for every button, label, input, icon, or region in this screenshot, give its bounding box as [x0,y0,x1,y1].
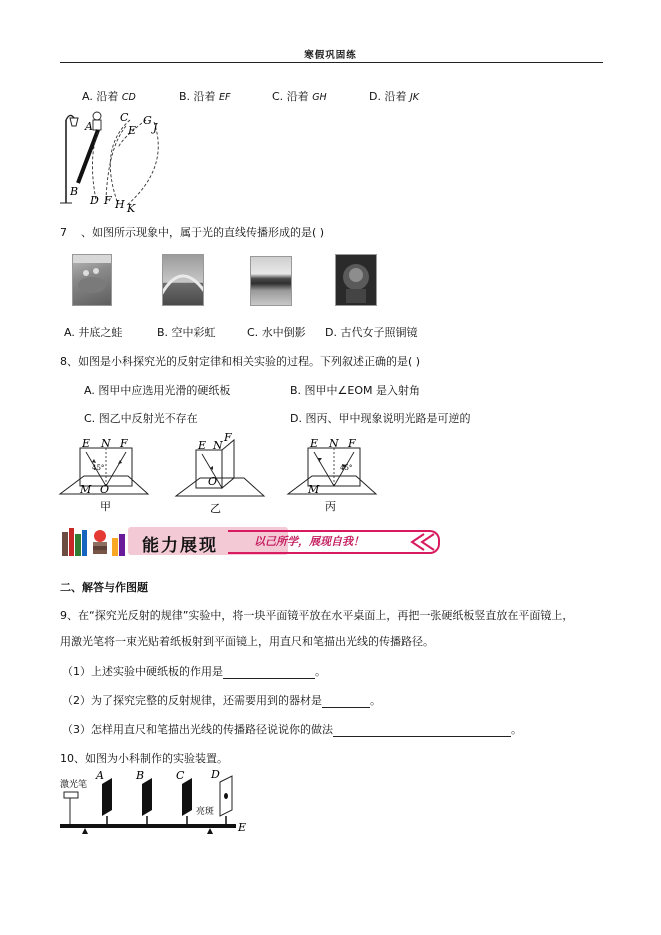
light-spot [224,793,228,799]
jia-label-f: F [120,437,128,450]
q9-sub3-blank[interactable] [333,724,511,737]
q7-option-d: D. 古代女子照铜镜 [325,326,418,339]
jia-label-angle: 45° [92,464,105,472]
q8-option-b: B. 图甲中∠EOM 是入射角 [290,384,421,397]
label-h: H [115,198,125,211]
bing-label-e: E [310,437,319,450]
label-d: D [90,194,99,207]
q6-figure [58,108,170,214]
card-b [142,778,152,816]
q6-option-b: B. 沿着 EF [179,90,231,103]
q9-sub1: （1）上述实验中硬纸板的作用是 。 [62,665,326,678]
q6-option-c: C. 沿着 GH [272,90,327,103]
q10-stem: 10、如图为小科制作的实验装置。 [60,752,228,765]
label-b: B [70,185,79,198]
path-ef [106,126,126,200]
lamp-head [70,118,78,126]
card-b-label: B [136,770,145,782]
q8-option-a: A. 图甲中应选用光滑的硬纸板 [84,384,231,397]
q6-option-d: D. 沿着 JK [369,90,420,103]
label-j: J [153,121,158,134]
yi-caption: 乙 [210,502,221,515]
label-f: F [104,194,112,207]
banner-slogan: 以己所学，展现自我！ [254,535,364,548]
card-c [182,778,192,816]
q7-image-frog-in-well [72,254,112,306]
q7-image-bronze-mirror [335,254,377,306]
q9-sub2-blank[interactable] [322,695,370,708]
q9-sub1-blank[interactable] [223,666,315,679]
q8-figure-yi [172,432,272,516]
card-c-label: C [176,770,185,782]
q8-figure-bing [284,436,384,516]
header-divider [60,62,603,63]
person-body [93,120,101,130]
person-head [93,112,101,120]
rail-support-left [82,828,88,834]
bing-label-n: N [329,437,339,450]
laser-pen [64,792,78,798]
q7-option-b: B. 空中彩虹 [157,326,216,339]
rail-support-right [207,828,213,834]
card-a [102,778,112,816]
card-a-label: A [96,770,104,782]
shadow-ab [78,130,98,183]
yi-label-e: E [198,439,207,452]
bing-label-m: M [308,483,320,496]
page-header-title: 寒假巩固练 [304,50,357,61]
jia-label-n: N [101,437,111,450]
jia-caption: 甲 [100,500,111,513]
q7-option-c: C. 水中倒影 [247,326,306,339]
section-2-title: 二、解答与作图题 [60,581,148,594]
q8-option-d: D. 图丙、甲中现象说明光路是可逆的 [290,412,471,425]
rail-end-label: E [238,821,247,834]
jia-label-e: E [82,437,91,450]
q7-image-water-reflection [250,256,292,306]
books-icon [60,524,130,558]
q9-stem-line1: 9、在“探究光反射的规律”实验中，将一块平面镜平放在水平桌面上，再把一张硬纸板竖直放在平面镜上， [60,609,574,622]
banner-title: 能力展现 [142,536,218,556]
optical-rail [60,824,236,828]
q7-image-rainbow [162,254,204,306]
screen-d-label: D [211,770,220,781]
q10-figure [58,770,258,842]
yi-label-f: F [224,432,232,444]
q6-option-a: A. 沿着 CD [82,90,136,103]
jia-label-o: O [100,483,110,496]
light-spot-label: 亮斑 [196,807,215,817]
label-c: C [120,111,129,124]
q9-sub3: （3）怎样用直尺和笔描出光线的传播路径说说你的做法 。 [62,723,522,736]
arrow-left-icon [406,532,440,552]
q7-option-a: A. 井底之蛙 [64,326,123,339]
bing-label-angle: 45° [340,464,353,472]
q8-stem: 8、如图是小科探究光的反射定律和相关实验的过程。下列叙述正确的是( ) [60,355,421,368]
label-e: E [128,124,137,137]
label-a: A [85,120,93,133]
laser-label: 激光笔 [60,780,88,790]
q9-stem-line2: 用激光笔将一束光贴着纸板射到平面镜上，用直尺和笔描出光线的传播路径。 [60,635,434,648]
label-g: G [143,114,152,127]
q8-figure-jia [56,436,156,516]
yi-label-o: O [208,475,218,488]
q9-sub2: （2）为了探究完整的反射规律，还需要用到的器材是 。 [62,694,381,707]
ability-banner [60,524,440,558]
q8-option-c: C. 图乙中反射光不存在 [84,412,198,425]
jia-label-m: M [80,483,92,496]
q7-stem: 7 、如图所示现象中，属于光的直线传播形成的是( ) [60,226,325,239]
label-k: K [127,202,136,214]
yi-label-n: N [213,439,223,452]
bing-label-f: F [348,437,356,450]
bing-caption: 丙 [325,500,336,513]
